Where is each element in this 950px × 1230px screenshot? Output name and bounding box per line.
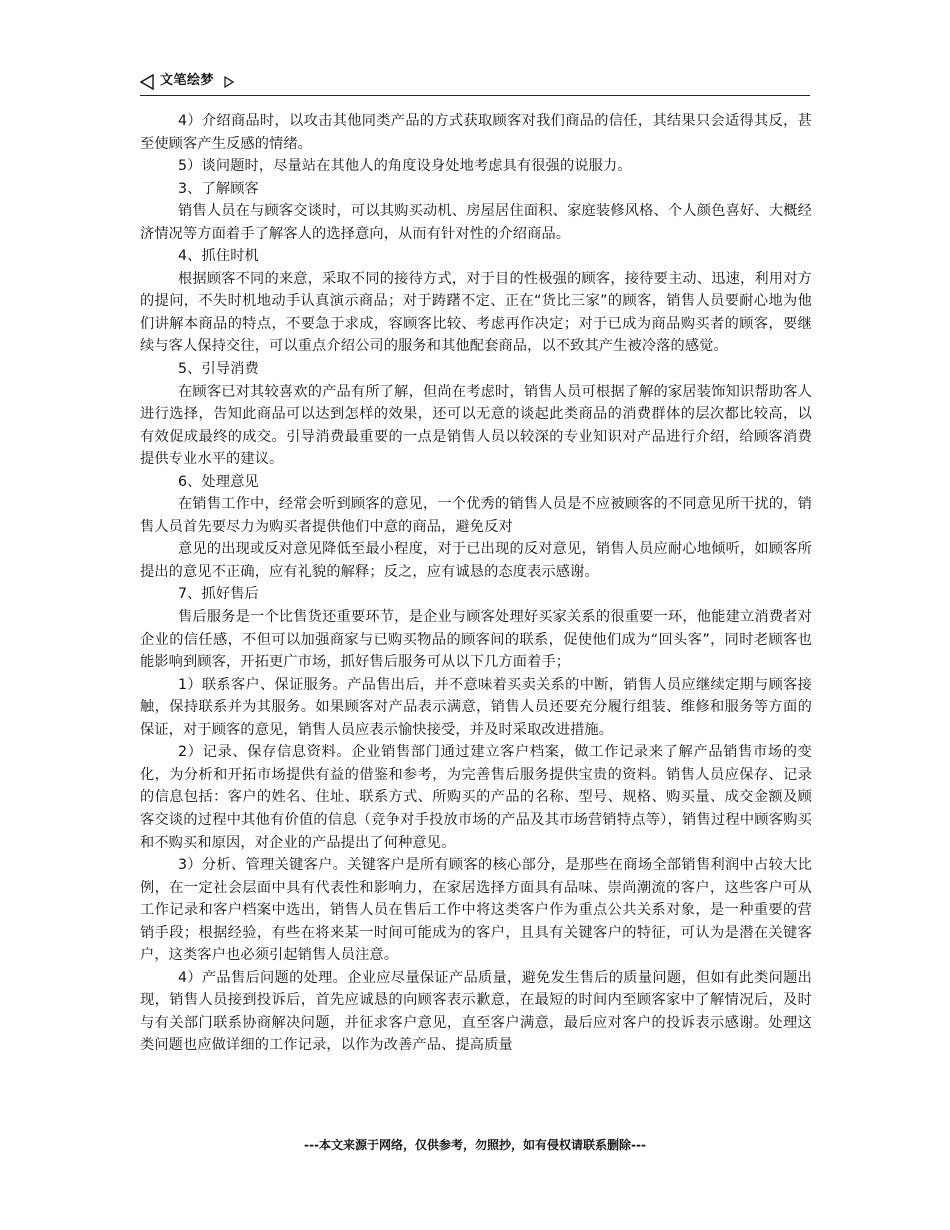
- section-heading: 5、引导消费: [178, 361, 259, 378]
- brand-title: 文笔绘梦: [160, 73, 215, 88]
- paragraph: 售后服务是一个比售货还重要环节，是企业与顾客处理好买家关系的很重要一环，他能建立消费者对企业的信任感，不但可以加强商家与已购买物品的顾客间的联系，促使他们成为“回头客”，同时老顾客也能影响到顾客，开拓更广市场，抓好售后服务可从以下几方面着手；: [140, 609, 812, 671]
- page-header: [140, 70, 810, 96]
- paragraph: 4）产品售后问题的处理。企业应尽量保证产品质量，避免发生售后的质量问题，但如有此类问题出现，销售人员接到投诉后，首先应诚恳的向顾客表示歉意，在最短的时间内至顾客家中了解情况后，及时与有关部门联系协商解决问题，并征求客户意见，直至客户满意，最后应对客户的投诉表示感谢。处理这类问题也应做详细的工作记录，以作为改善产品、提高质量: [140, 969, 812, 1054]
- paragraph: 根据顾客不同的来意，采取不同的接待方式，对于目的性极强的顾客，接待要主动、迅速，利用对方的提问，不失时机地动手认真演示商品；对于踌躇不定、正在“货比三家”的顾客，销售人员要耐心地为他们讲解本商品的特点，不要急于求成，容顾客比较、考虑再作决定；对于已成为商品购买者的顾客，要继续与客人保持交往，可以重点介绍公司的服务和其他配套商品，以不致其产生被冷落的感觉。: [140, 270, 812, 355]
- section-heading: 7、抓好售后: [178, 586, 259, 603]
- paragraph: 销售人员在与顾客交谈时，可以其购买动机、房屋居住面积、家庭装修风格、个人颜色喜好、大概经济情况等方面着手了解客人的选择意向，从而有针对性的介绍商品。: [140, 203, 812, 242]
- paragraph: 在顾客已对其较喜欢的产品有所了解，但尚在考虑时，销售人员可根据了解的家居装饰知识帮助客人进行选择，告知此商品可以达到怎样的效果，还可以无意的谈起此类商品的消费群体的层次都比较高，以有效促成最终的成交。引导消费最重要的一点是销售人员以较深的专业知识对产品进行介绍，给顾客消费提供专业水平的建议。: [140, 383, 812, 468]
- section-heading: 6、处理意见: [178, 473, 259, 490]
- triangle-right-icon: [224, 73, 234, 85]
- paragraph: 1）联系客户、保证服务。产品售出后，并不意味着买卖关系的中断，销售人员应继续定期与顾客接触，保持联系并为其服务。如果顾客对产品表示满意，销售人员还要充分履行组装、维修和服务等方面的保证，对于顾客的意见，销售人员应表示愉快接受，并及时采取改进措施。: [140, 676, 812, 738]
- paragraph: 2）记录、保存信息资料。企业销售部门通过建立客户档案，做工作记录来了解产品销售市场的变化，为分析和开拓市场提供有益的借鉴和参考，为完善售后服务提供宝贵的资料。销售人员应保存、记录的信息包括：客户的姓名、住址、联系方式、所购买的产品的名称、型号、规格、购买量、成交金额及顾客交谈的过程中其他有价值的信息（竞争对手投放市场的产品及其市场营销特点等），销售过程中顾客购买和不购买和原因，对企业的产品提出了何种意见。: [140, 744, 812, 851]
- paragraph: 4）介绍商品时，以攻击其他同类产品的方式获取顾客对我们商品的信任，其结果只会适得其反，甚至使顾客产生反感的情绪。: [140, 113, 812, 152]
- section-heading: 3、了解顾客: [178, 180, 259, 197]
- section-heading: 4、抓住时机: [178, 248, 259, 265]
- triangle-left-icon: [140, 74, 154, 90]
- paragraph: 在销售工作中，经常会听到顾客的意见，一个优秀的销售人员是不应被顾客的不同意见所干扰的，销售人员首先要尽力为购买者提供他们中意的商品，避免反对: [140, 496, 812, 535]
- document-body: [140, 110, 812, 1057]
- paragraph: 5）谈问题时，尽量站在其他人的角度设身处地考虑具有很强的说服力。: [178, 158, 632, 175]
- paragraph: 3）分析、管理关键客户。关键客户是所有顾客的核心部分，是那些在商场全部销售利润中占较大比例，在一定社会层面中具有代表性和影响力，在家居选择方面具有品味、崇尚潮流的客户，这些客户可从工作记录和客户档案中选出，销售人员在售后工作中将这类客户作为重点公共关系对象，是一种重要的营销手段；根据经验，有些在将来某一时间可能成为的客户，且具有关键客户的特征，可认为是潜在关键客户，这类客户也必须引起销售人员注意。: [140, 857, 812, 964]
- footer-notice: ---本文来源于网络，仅供参考，勿照抄，如有侵权请联系删除---: [304, 1138, 646, 1152]
- paragraph: 意见的出现或反对意见降低至最小程度，对于已出现的反对意见，销售人员应耐心地倾听，如顾客所提出的意见不正确，应有礼貌的解释；反之，应有诚恳的态度表示感谢。: [140, 541, 812, 580]
